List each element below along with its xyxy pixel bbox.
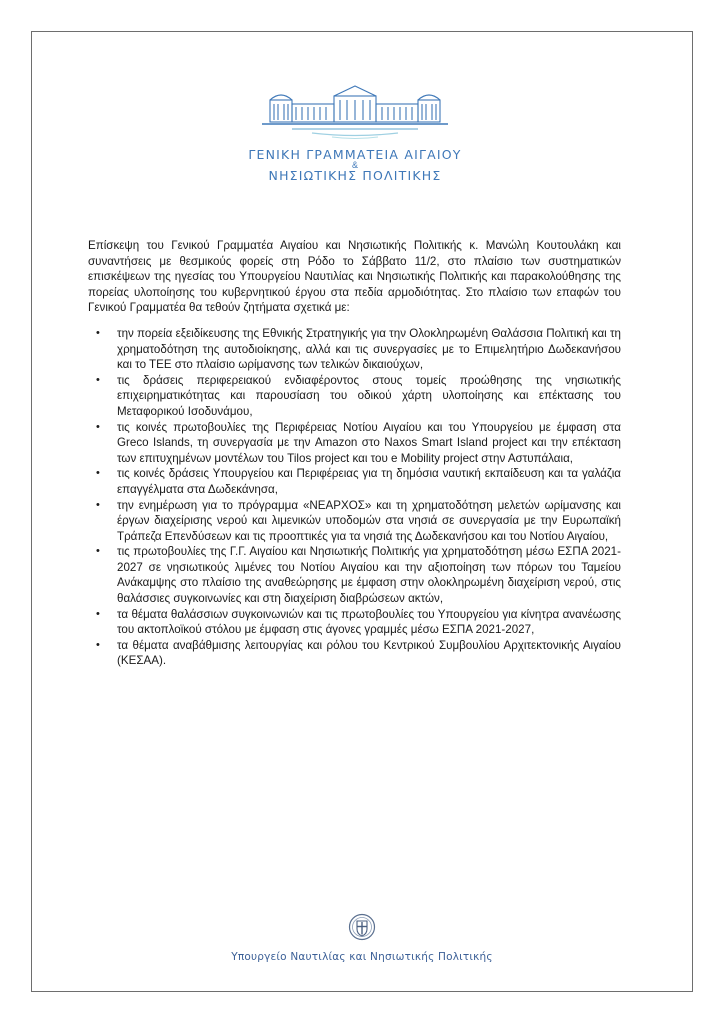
logo-ampersand: & [351,160,358,170]
bullet-icon: • [96,420,100,433]
list-item [88,607,621,638]
ministry-logo [230,82,480,192]
list-item-text: την ενημέρωση για το πρόγραμμα «ΝΕΑΡΧΟΣ» και τη χρηματοδότηση μελετών ωρίμανσης και έργων διαχείρισης νερού και λιμενικών υποδομών στα νησιά σε συνεργασία με την Ευρωπαϊκή Τράπεζα Επενδύσεων και τις προοπτικές για τα νησιά της Δωδεκανήσου και του Νοτίου Αιγαίου, [117,498,621,543]
list-item [88,544,621,606]
bullet-icon: • [96,373,100,386]
footer-ministry-name: Υπουργείο Ναυτιλίας και Νησιωτικής Πολιτικής [231,951,493,963]
list-item-text: τα θέματα θαλάσσιων συγκοινωνιών και τις πρωτοβουλίες του Υπουργείου για κίνητρα ανανέωσης του ακτοπλοϊκού στόλου με έμφαση στις άγονες γραμμές μέσω ΕΣΠΑ 2021-2027, [117,607,621,637]
logo-title-line1: ΓΕΝΙΚΗ ΓΡΑΜΜΑΤΕΙΑ ΑΙΓΑΙΟΥ [248,147,462,162]
list-item-text: τις κοινές δράσεις Υπουργείου και Περιφέρειας για τη δημόσια ναυτική εκπαίδευση και τα γαλάζια επαγγέλματα στα Δωδεκάνησα, [117,467,621,496]
list-item-text: τις δράσεις περιφερειακού ενδιαφέροντος στους τομείς προώθησης της νησιωτικής επιχειρηματικότητας και παρουσίαση του οδικού χάρτη υλοποίησης και επέκτασης του Μεταφορικού Ισοδυνάμου, [117,373,621,418]
bullet-icon: • [96,545,100,558]
government-building-icon [262,82,448,140]
list-item-text: τις κοινές πρωτοβουλίες της Περιφέρειας Νοτίου Αιγαίου και του Υπουργείου με έμφαση στα Greco Islands, τη συνεργασία με την Amazon στο Naxos Smart Island project και την επέκταση των επιτυχημένων μοντέλων του Tilos project και του e Mobility project στην Αστυπάλαια, [117,420,621,465]
page-footer [31,912,693,963]
bullet-icon: • [96,607,100,620]
list-item-text: τις πρωτοβουλίες της Γ.Γ. Αιγαίου και Νησιωτικής Πολιτικής για χρηματοδότηση μέσω ΕΣΠΑ 2021-2027 σε νησιωτικούς λιμένες του Νοτίου Αιγαίου και την αξιοποίηση των πόρων του Ταμείου Ανάκαμψης στο πλαίσιο της αναθεώρησης με έμφαση στην ολοκληρωμένη διαχείριση νερού, στις θαλάσσιες συγκοινωνίες και στη διαχείριση διαβρώσεων ακτών, [117,545,621,606]
list-item [88,373,621,420]
list-item-text: την πορεία εξειδίκευσης της Εθνικής Στρατηγικής για την Ολοκληρωμένη Θαλάσσια Πολιτική και τη χρηματοδότηση της αυτοδιοίκησης, αλλά και τις συνεργασίες με το Επιμελητήριο Δωδεκανήσου και το ΤΕΕ στο πλαίσιο ωρίμανσης των τελικών δικαιούχων, [117,326,621,372]
greek-coat-of-arms-icon [348,912,376,942]
list-item-text: τα θέματα αναβάθμισης λειτουργίας και ρόλου του Κεντρικού Συμβουλίου Αρχιτεκτονικής Αιγαίου (ΚΕΣΑΑ). [117,638,621,668]
list-item [88,466,621,497]
bullet-icon: • [96,498,100,511]
logo-title-line2: ΝΗΣΙΩΤΙΚΗΣ ΠΟΛΙΤΙΚΗΣ [268,168,442,183]
bullet-icon: • [96,326,100,339]
topics-list [88,326,621,669]
list-item [88,420,621,467]
list-item [88,326,621,373]
intro-paragraph: Επίσκεψη του Γενικού Γραμματέα Αιγαίου και Νησιωτικής Πολιτικής κ. Μανώλη Κουτουλάκη και συναντήσεις με θεσμικούς φορείς στη Ρόδο το Σάββατο 11/2, στο πλαίσιο των συστηματικών επισκέψεων της ηγεσίας του Υπουργείου Ναυτιλίας και Νησιωτικής Πολιτικής και παρακολούθησης της πορείας υλοποίησης του κυβερνητικού έργου στα πεδία αρμοδιότητας. Στο πλαίσιο των επαφών του Γενικού Γραμματέα θα τεθούν ζητήματα σχετικά με: [88,239,621,315]
bullet-icon: • [96,638,100,651]
bullet-icon: • [96,467,100,480]
list-item [88,638,621,669]
list-item [88,498,621,545]
document-body [88,238,621,669]
